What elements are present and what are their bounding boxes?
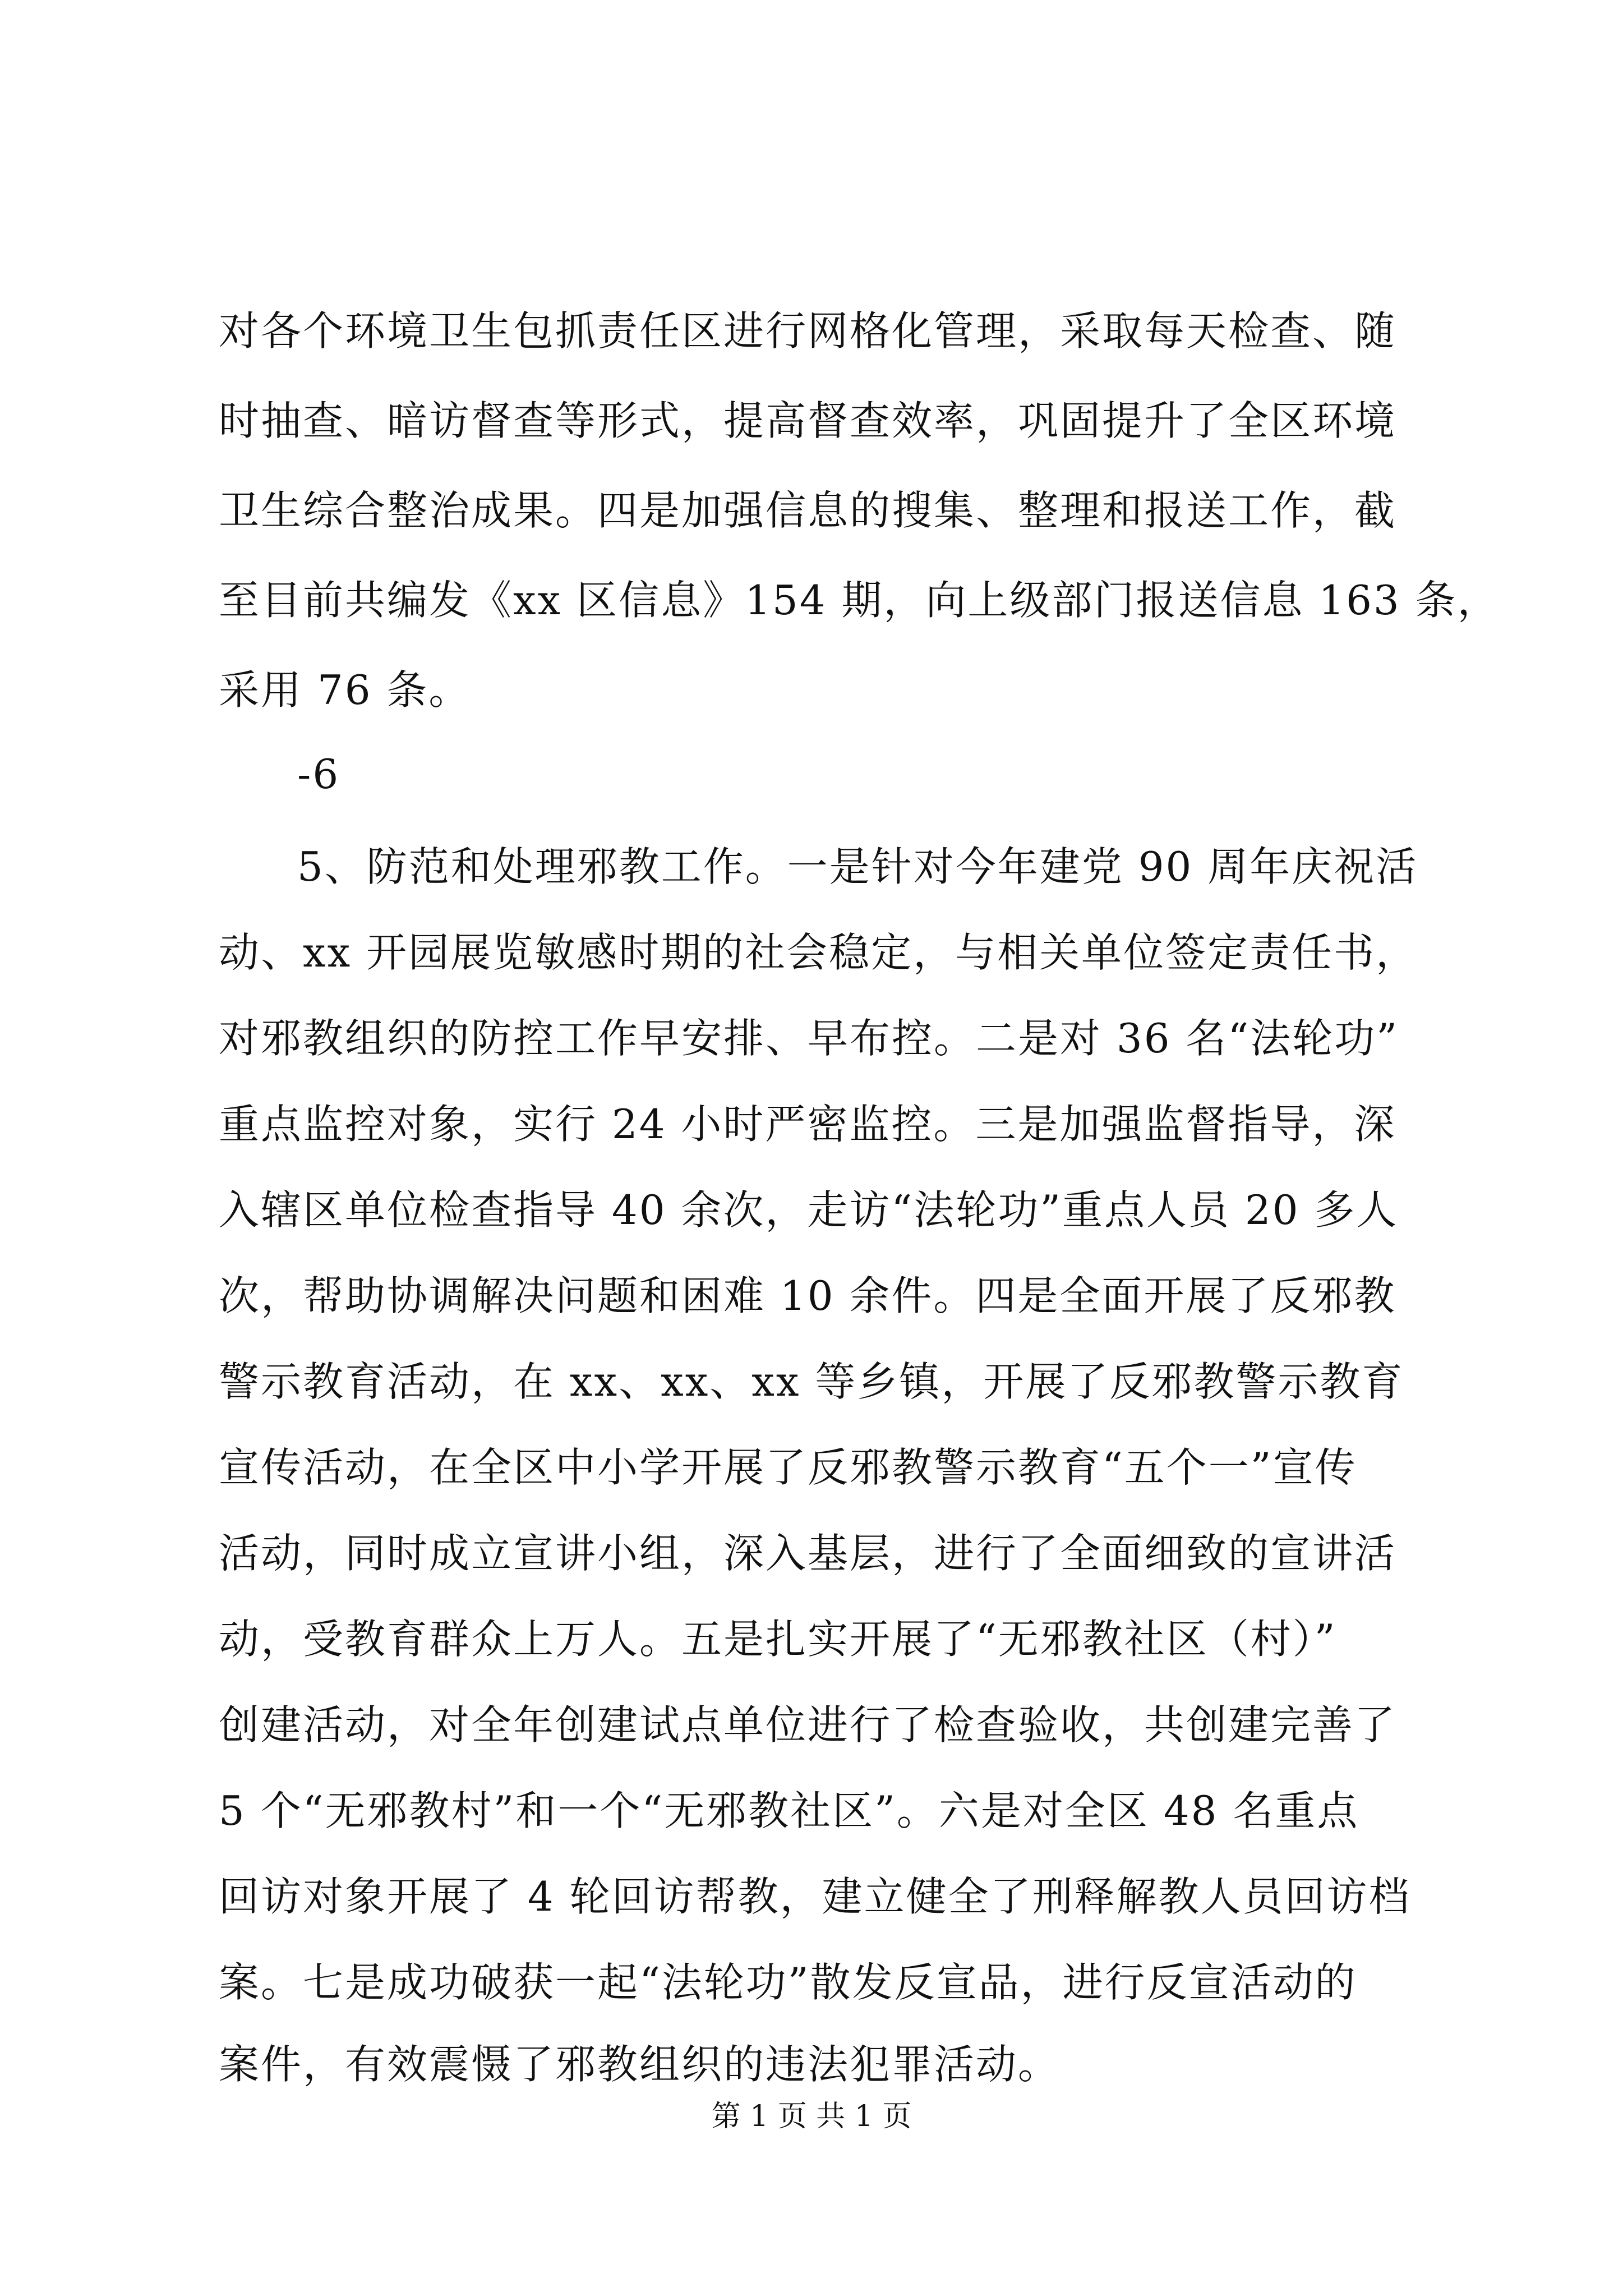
- text-line: 时抽查、暗访督查等形式，提高督查效率，巩固提升了全区环境: [219, 397, 1397, 444]
- text-line: 动，受教育群众上万人。五是扎实开展了“无邪教社区（村）”: [219, 1616, 1337, 1663]
- text-line: 重点监控对象，实行 24 小时严密监控。三是加强监督指导，深: [219, 1101, 1396, 1148]
- text-line: 至目前共编发《xx 区信息》154 期，向上级部门报送信息 163 条，: [219, 577, 1500, 624]
- text-line: 入辖区单位检查指导 40 余次，走访“法轮功”重点人员 20 多人: [219, 1186, 1399, 1234]
- text-line: 回访对象开展了 4 轮回访帮教，建立健全了刑释解教人员回访档: [219, 1873, 1411, 1920]
- text-line: 次，帮助协调解决问题和困难 10 余件。四是全面开展了反邪教: [219, 1272, 1396, 1319]
- text-line: 采用 76 条。: [219, 666, 471, 714]
- text-line: 宣传活动，在全区中小学开展了反邪教警示教育“五个一”宣传: [219, 1444, 1357, 1491]
- text-line: 5 个“无邪教村”和一个“无邪教社区”。六是对全区 48 名重点: [219, 1787, 1359, 1834]
- text-line: 警示教育活动，在 xx、xx、xx 等乡镇，开展了反邪教警示教育: [219, 1358, 1404, 1405]
- text-line: 动、xx 开园展览敏感时期的社会稳定，与相关单位签定责任书，: [219, 929, 1418, 976]
- paragraph-start: 5、防范和处理邪教工作。一是针对今年建党 90 周年庆祝活: [297, 843, 1418, 890]
- page-footer: 第 1 页 共 1 页: [711, 2100, 912, 2133]
- text-line: 案。七是成功破获一起“法轮功”散发反宣品，进行反宣活动的: [219, 1959, 1357, 2006]
- text-line: 创建活动，对全年创建试点单位进行了检查验收，共创建完善了: [219, 1701, 1397, 1749]
- text-line: 对各个环境卫生包抓责任区进行网格化管理，采取每天检查、随: [219, 307, 1397, 355]
- text-line-last: 案件，有效震慑了邪教组织的违法犯罪活动。: [219, 2041, 1061, 2088]
- text-line: 卫生综合整治成果。四是加强信息的搜集、整理和报送工作，截: [219, 487, 1397, 534]
- text-line: 活动，同时成立宣讲小组，深入基层，进行了全面细致的宣讲活: [219, 1530, 1397, 1577]
- text-line: 对邪教组织的防控工作早安排、早布控。二是对 36 名“法轮功”: [219, 1015, 1399, 1062]
- page-marker: -6: [297, 751, 340, 798]
